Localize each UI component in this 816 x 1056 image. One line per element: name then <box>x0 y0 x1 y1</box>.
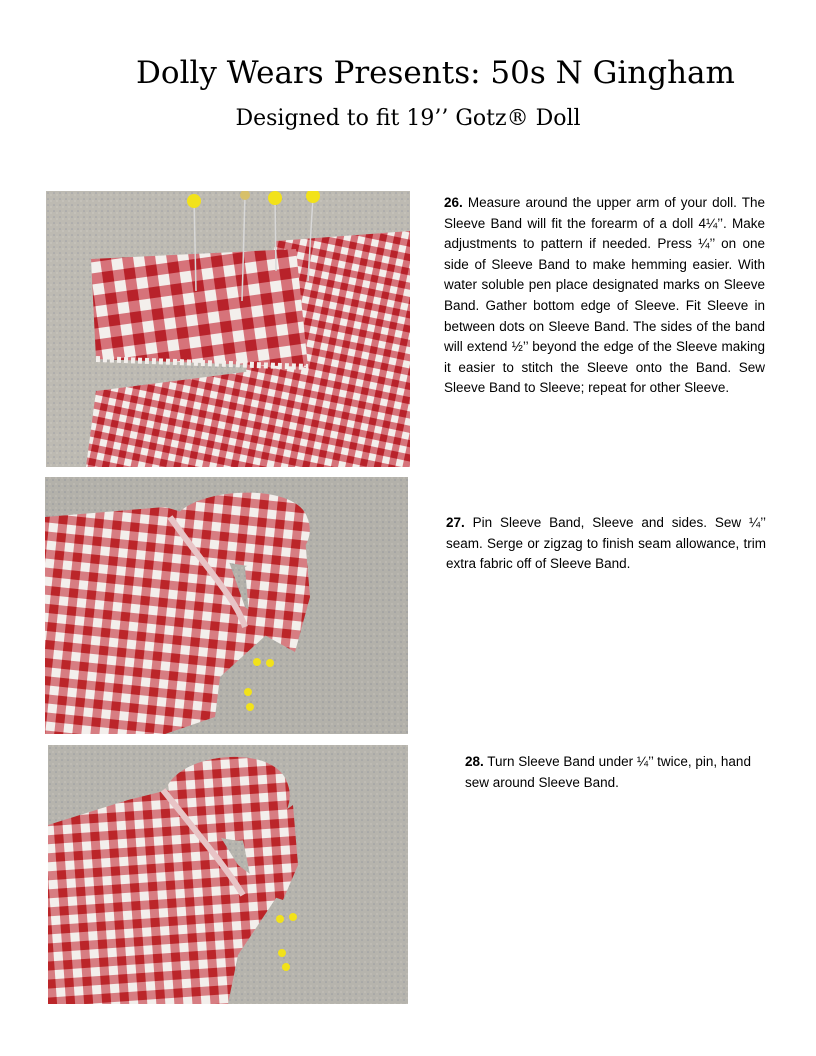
step-27-photo <box>45 477 408 734</box>
step-26-number: 26. <box>444 195 463 210</box>
step-28-text <box>465 752 760 793</box>
step-28-photo <box>48 745 408 1004</box>
page-subtitle: Designed to fit 19’’ Gotz® Doll <box>235 106 581 131</box>
page-title: Dolly Wears Presents: 50s N Gingham <box>136 55 735 91</box>
step-27-text <box>446 513 766 575</box>
step-28-body: Turn Sleeve Band under ¼’’ twice, pin, hand sew around Sleeve Band. <box>465 754 751 790</box>
step-26-photo <box>46 191 410 467</box>
step-27-body: Pin Sleeve Band, Sleeve and sides. Sew ¼’’ seam. Serge or zigzag to finish seam allowance, trim extra fabric off of Sleeve Band. <box>446 515 766 572</box>
step-27-number: 27. <box>446 515 465 530</box>
step-26-text <box>444 193 765 399</box>
step-26-body: Measure around the upper arm of your doll. The Sleeve Band will fit the forearm of a doll 4¼’’. Make adjustments to pattern if needed. Press ¼’’ on one side of Sleeve Band to make hemming easier. With water soluble pen place designated marks on Sleeve Band. Gather bottom edge of Sleeve. Fit Sleeve in between dots on Sleeve Band. The sides of the band will extend ½’’ beyond the edge of the Sleeve making it easier to stitch the Sleeve onto the Band. Sew Sleeve Band to Sleeve; repeat for other Sleeve. <box>444 195 765 396</box>
step-28-number: 28. <box>465 754 484 769</box>
